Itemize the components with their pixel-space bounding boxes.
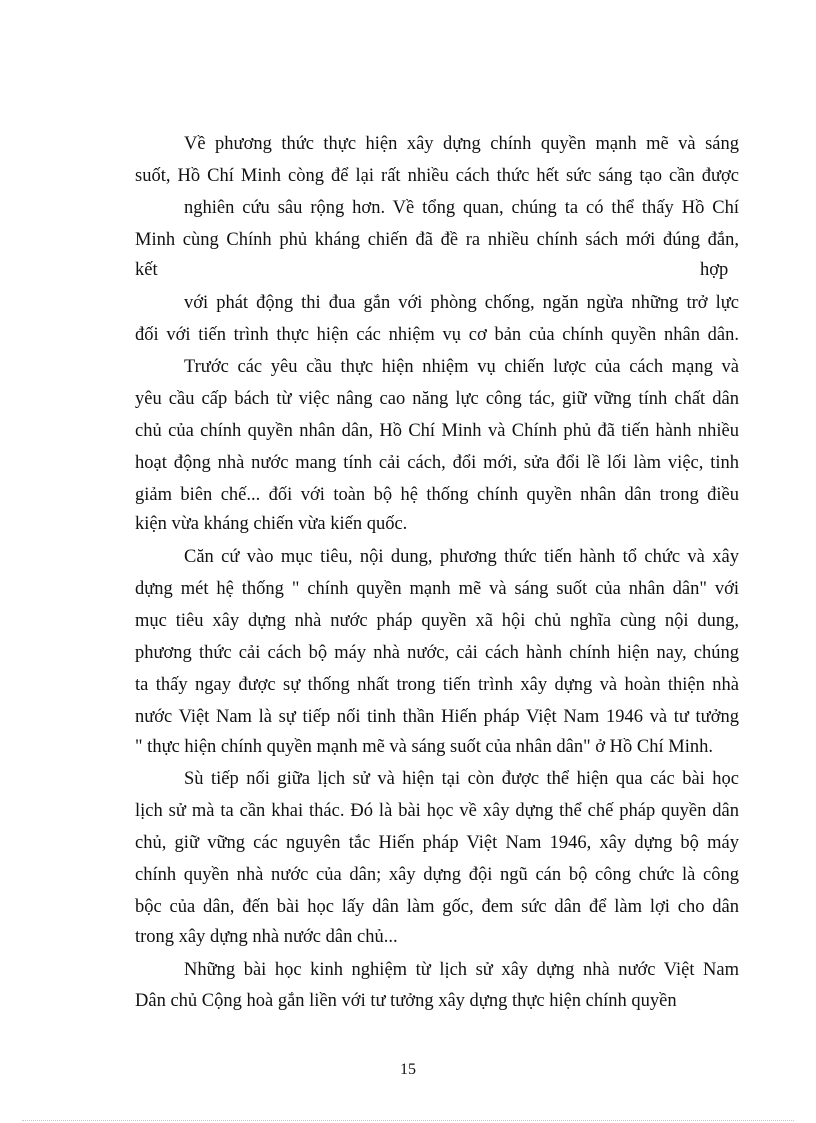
page-bottom-edge xyxy=(22,1120,794,1121)
text-line-17: phương thức cải cách bộ máy nhà nước, cải cách hành chính hiện nay, chúng xyxy=(135,643,739,663)
text-line-1: Về phương thức thực hiện xây dựng chính quyền mạnh mẽ và sáng xyxy=(184,134,739,154)
text-line-11: hoạt động nhà nước mang tính cải cách, đổi mới, sửa đổi lề lối làm việc, tinh xyxy=(135,453,739,473)
text-line-18: ta thấy ngay được sự thống nhất trong tiến trình xây dựng và hoàn thiện nhà xyxy=(135,675,739,695)
text-line-10: chủ của chính quyền nhân dân, Hồ Chí Minh và Chính phủ đã tiến hành nhiều xyxy=(135,421,739,441)
text-line-22: lịch sử mà ta cần khai thác. Đó là bài học về xây dựng thể chế pháp quyền dân xyxy=(135,801,739,821)
text-line-26: trong xây dựng nhà nước dân chủ... xyxy=(135,927,398,947)
text-line-20: " thực hiện chính quyền mạnh mẽ và sáng suốt của nhân dân" ở Hồ Chí Minh. xyxy=(135,737,713,757)
text-line-3: nghiên cứu sâu rộng hơn. Về tổng quan, chúng ta có thể thấy Hồ Chí xyxy=(184,198,739,218)
text-line-25: bộc của dân, đến bài học lấy dân làm gốc, đem sức dân để làm lợi cho dân xyxy=(135,897,739,917)
text-line-19: nước Việt Nam là sự tiếp nối tinh thần Hiến pháp Việt Nam 1946 và tư tưởng xyxy=(135,707,739,727)
text-line-9: yêu cầu cấp bách từ việc nâng cao năng lực công tác, giữ vững tính chất dân xyxy=(135,389,739,409)
text-line-7: đối với tiến trình thực hiện các nhiệm vụ cơ bản của chính quyền nhân dân. xyxy=(135,325,739,345)
text-line-24: chính quyền nhà nước của dân; xây dựng đội ngũ cán bộ công chức là công xyxy=(135,865,739,885)
text-line-21: Sù tiếp nối giữa lịch sử và hiện tại còn được thể hiện qua các bài học xyxy=(184,769,739,789)
text-line-28: Dân chủ Cộng hoà gắn liền với tư tưởng xây dựng thực hiện chính quyền xyxy=(135,991,677,1011)
text-line-15: dựng mét hệ thống " chính quyền mạnh mẽ và sáng suốt của nhân dân" với xyxy=(135,579,739,599)
text-line-12: giảm biên chế... đối với toàn bộ hệ thống chính quyền nhân dân trong điều xyxy=(135,485,739,505)
text-line-5a: kết xyxy=(135,260,158,280)
text-line-14: Căn cứ vào mục tiêu, nội dung, phương thức tiến hành tổ chức và xây xyxy=(184,547,739,567)
text-line-4: Minh cùng Chính phủ kháng chiến đã đề ra nhiều chính sách mới đúng đắn, xyxy=(135,230,739,250)
text-line-2: suốt, Hồ Chí Minh còng để lại rất nhiều cách thức hết sức sáng tạo cần được xyxy=(135,166,739,186)
text-line-8: Trước các yêu cầu thực hiện nhiệm vụ chiến lược của cách mạng và xyxy=(184,357,739,377)
page-number: 15 xyxy=(400,1061,416,1078)
text-line-5b: hợp xyxy=(700,260,729,280)
text-line-13: kiện vừa kháng chiến vừa kiến quốc. xyxy=(135,514,408,534)
text-line-27: Những bài học kinh nghiệm từ lịch sử xây dựng nhà nước Việt Nam xyxy=(184,960,739,980)
text-line-23: chủ, giữ vững các nguyên tắc Hiến pháp Việt Nam 1946, xây dựng bộ máy xyxy=(135,833,739,853)
text-line-6: với phát động thi đua gắn với phòng chống, ngăn ngừa những trở lực xyxy=(184,293,739,313)
text-line-16: mục tiêu xây dựng nhà nước pháp quyền xã hội chủ nghĩa cùng nội dung, xyxy=(135,611,739,631)
